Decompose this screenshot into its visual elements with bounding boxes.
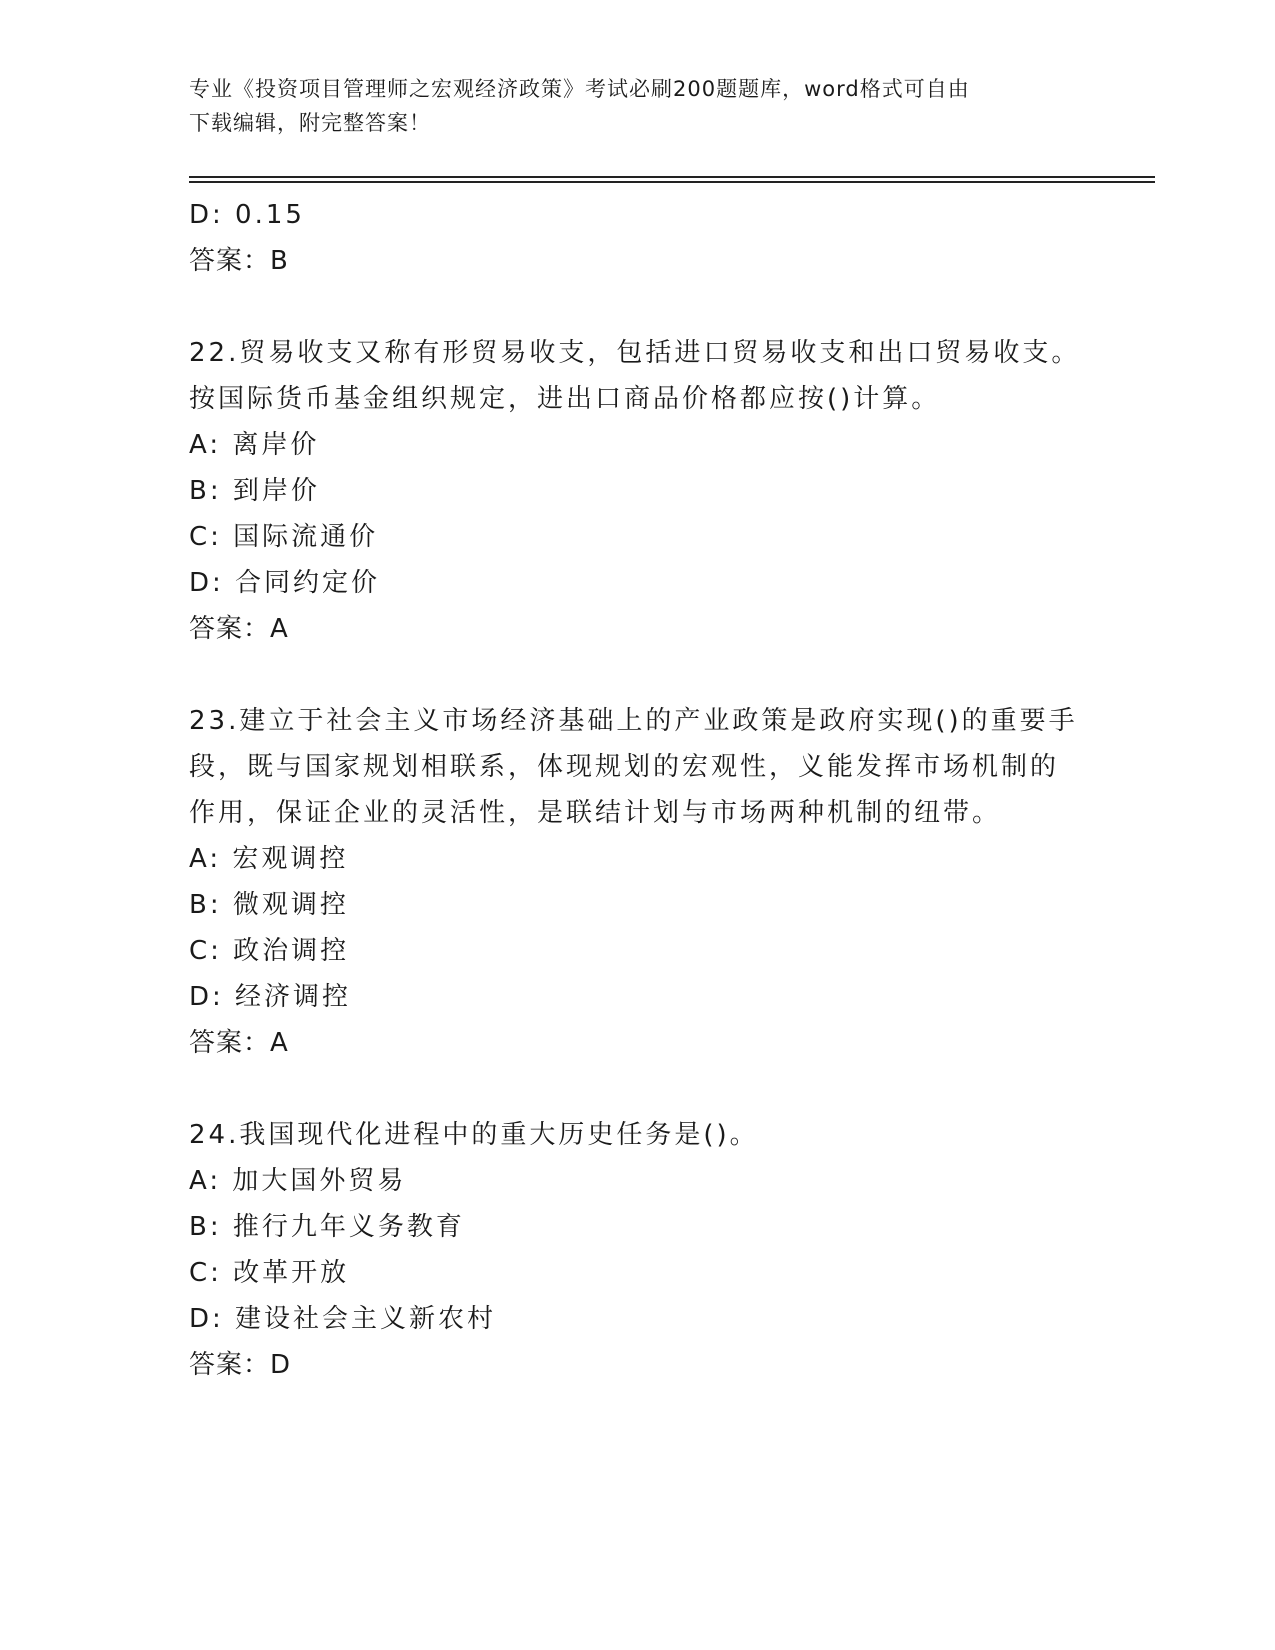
stem-line: 按国际货币基金组织规定，进出口商品价格都应按()计算。 <box>189 384 941 414</box>
answer-line: 答案：A <box>189 614 289 644</box>
stem-line: 段，既与国家规划相联系，体现规划的宏观性，义能发挥市场机制的 <box>189 752 1060 782</box>
option-c: C: 改革开放 <box>189 1258 350 1288</box>
stem-line: 23.建立于社会主义市场经济基础上的产业政策是政府实现()的重要手 <box>189 706 1078 736</box>
answer-line: 答案：A <box>189 1028 289 1058</box>
option-d: D: 合同约定价 <box>189 568 381 598</box>
question-stem <box>189 698 1089 836</box>
spacer <box>189 284 1089 330</box>
stem-line: 作用，保证企业的灵活性，是联结计划与市场两种机制的纽带。 <box>189 798 1002 828</box>
option-c: C: 政治调控 <box>189 936 350 966</box>
option-b: B: 微观调控 <box>189 890 349 920</box>
question-stem <box>189 1112 1089 1158</box>
option-d: D: 建设社会主义新农村 <box>189 1304 497 1334</box>
option-a: A: 离岸价 <box>189 430 320 460</box>
question-22 <box>189 330 1089 652</box>
previous-question-tail <box>189 192 1089 284</box>
option-b: B: 到岸价 <box>189 476 320 506</box>
header-line-1: 专业《投资项目管理师之宏观经济政策》考试必刷200题题库，word格式可自由 <box>189 77 970 101</box>
header-line-2: 下载编辑，附完整答案！ <box>189 111 431 135</box>
answer-line: 答案：D <box>189 1350 292 1380</box>
question-24 <box>189 1112 1089 1388</box>
option-d: D: 0.15 <box>189 200 305 230</box>
answer-line: 答案：B <box>189 246 289 276</box>
header-divider-bottom <box>189 181 1155 183</box>
option-a: A: 加大国外贸易 <box>189 1166 407 1196</box>
document-header <box>189 72 1079 140</box>
stem-line: 24.我国现代化进程中的重大历史任务是()。 <box>189 1120 759 1150</box>
option-c: C: 国际流通价 <box>189 522 379 552</box>
question-23 <box>189 698 1089 1066</box>
option-a: A: 宏观调控 <box>189 844 349 874</box>
option-d: D: 经济调控 <box>189 982 352 1012</box>
header-divider-top <box>189 176 1155 178</box>
question-list <box>189 192 1089 1388</box>
stem-line: 22.贸易收支又称有形贸易收支，包括进口贸易收支和出口贸易收支。 <box>189 338 1081 368</box>
option-b: B: 推行九年义务教育 <box>189 1212 465 1242</box>
spacer <box>189 1066 1089 1112</box>
question-stem <box>189 330 1089 422</box>
spacer <box>189 652 1089 698</box>
